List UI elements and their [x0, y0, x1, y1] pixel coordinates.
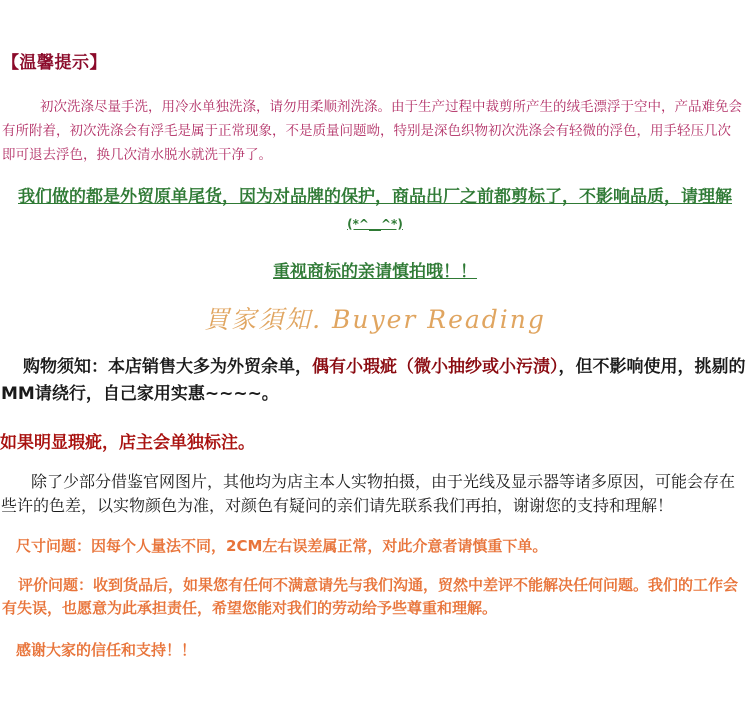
washing-tips-paragraph — [0, 95, 750, 167]
emoticon: (*^__^*) — [347, 217, 403, 231]
shopping-notice-text-end: ，但不影响使用，挑剔的MM请绕行，自己家用实惠~~~~。 — [1, 357, 746, 404]
size-note: 尺寸问题：因每个人量法不同，2CM左右误差属正常，对此介意者请慎重下单。 — [16, 537, 548, 555]
thanks-note: 感谢大家的信任和支持！！ — [16, 641, 197, 659]
brand-promise-text: 我们做的都是外贸原单尾货，因为对品牌的保护，商品出厂之前都剪标了，不影响品质，请理解 — [18, 187, 732, 207]
review-note — [0, 574, 750, 620]
shopping-notice — [0, 354, 750, 408]
photo-note — [0, 470, 750, 518]
photo-note-text: 除了少部分借鉴官网图片，其他均为店主本人实物拍摄，由于光线及显示器等诸多原因，可能会存在些许的色差，以实物颜色为准，对颜色有疑问的亲们请先联系我们再拍，谢谢您的支持和理解！ — [1, 472, 736, 515]
flaw-highlight: 偶有小瑕疵（微小抽纱或小污渍） — [312, 357, 559, 377]
flaw-note: 如果明显瑕疵，店主会单独标注。 — [0, 433, 255, 453]
shopping-notice-text: 购物须知：本店销售大多为外贸余单， — [23, 357, 312, 377]
label-warning: 重视商标的亲请慎拍哦！！ — [273, 262, 477, 282]
buyer-reading-banner: 買家須知. Buyer Reading — [204, 305, 546, 334]
washing-tips-text: 初次洗涤尽量手洗，用冷水单独洗涤，请勿用柔顺剂洗涤。由于生产过程中裁剪所产生的绒毛漂浮于空中，产品难免会有所附着，初次洗涤会有浮毛是属于正常现象，不是质量问题呦，特别是深色织物初次洗涤会有轻微的浮色，用手轻压几次即可退去浮色，换几次清水脱水就洗干净了。 — [2, 99, 742, 163]
brand-promise — [0, 184, 750, 237]
tips-heading: 【温馨提示】 — [2, 53, 107, 73]
review-note-text: 评价问题：收到货品后，如果您有任何不满意请先与我们沟通，贸然中差评不能解决任何问题。我们的工作会有失误，也愿意为此承担责任，希望您能对我们的劳动给予些尊重和理解。 — [2, 576, 739, 617]
